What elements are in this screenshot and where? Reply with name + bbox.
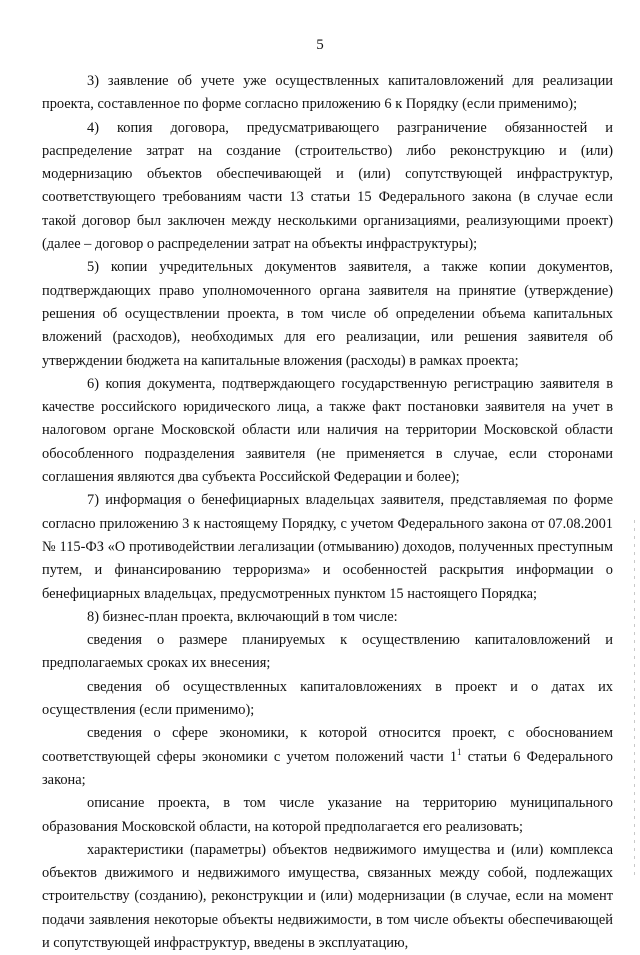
paragraph-economy-sphere [42,722,613,792]
paragraph-investment-size: сведения о размере планируемых к осуществлению капиталовложений и предполагаемых сроках их внесения; [42,632,613,672]
superscript-part-number: 1 [457,746,462,757]
paragraph-item-3: 3) заявление об учете уже осуществленных капиталовложений для реализации проекта, составленное по форме согласно приложению 6 к Порядку (если применимо); [42,73,613,113]
paragraph-economy-sphere-tail: статьи 6 Федерального закона; [42,748,613,788]
paragraph-object-characteristics: характеристики (параметры) объектов недвижимого имущества и (или) комплекса объектов движимого и недвижимого имущества, связанных между собой, подлежащих строительству (созданию), реконструкции и (или) модернизации (в случае, если на момент подачи заявления некоторые объекты недвижимости, в том числе объекты обеспечивающей и сопутствующей инфраструктур, введены в эксплуатацию, [42,841,613,951]
paragraph-item-8: 8) бизнес-план проекта, включающий в том числе: [87,608,398,625]
scan-edge-mark [634,520,635,880]
paragraph-project-description: описание проекта, в том числе указание на территорию муниципального образования Московской области, на которой предполагается его реализовать; [42,795,613,835]
paragraph-item-7: 7) информация о бенефициарных владельцах заявителя, представляемая по форме согласно приложению 3 к настоящему Порядку, с учетом Федерального закона от 07.08.2001 № 115-ФЗ «О противодействии легализации (отмыванию) доходов, полученных преступным путем, и финансированию терроризма» и особенностей раскрытия информации о бенефициарных владельцах, предусмотренных пунктом 15 настоящего Порядка; [42,492,613,602]
paragraph-economy-sphere-text: сведения о сфере экономики, к которой относится проект, с обоснованием соответствующей сферы экономики с учетом положений части 1 [42,725,613,765]
paragraph-item-6: 6) копия документа, подтверждающего государственную регистрацию заявителя в качестве российского юридического лица, а также факт постановки заявителя на учет в налоговом органе Московской области или наличия на территории Московской области обособленного подразделения заявителя (не применяется в случае, если сторонами соглашения являются два субъекта Российской Федерации и более); [42,375,613,486]
paragraph-item-4: 4) копия договора, предусматривающего разграничение обязанностей и распределение затрат на создание (строительство) либо реконструкцию и (или) модернизацию объектов обеспечивающей и (или) сопутствующей инфраструктур, соответствующего требованиям части 13 статьи 15 Федерального закона (в случае если такой договор был заключен между несколькими организациями, реализующими проект) (далее – договор о распределении затрат на объекты инфраструктуры); [42,119,613,253]
page-number: 5 [316,37,324,53]
paragraph-investment-done: сведения об осуществленных капиталовложениях в проект и о датах их осуществления (если применимо); [42,678,613,719]
paragraph-item-5: 5) копии учредительных документов заявителя, а также копии документов, подтверждающих право уполномоченного органа заявителя на принятие (утверждение) решения об осуществлении проекта, в том числе об определении объема капитальных вложений (расходов), необходимых для его реализации, или решения заявителя об утверждении бюджета на капитальные вложения (расходы) в рамках проекта; [42,259,613,369]
